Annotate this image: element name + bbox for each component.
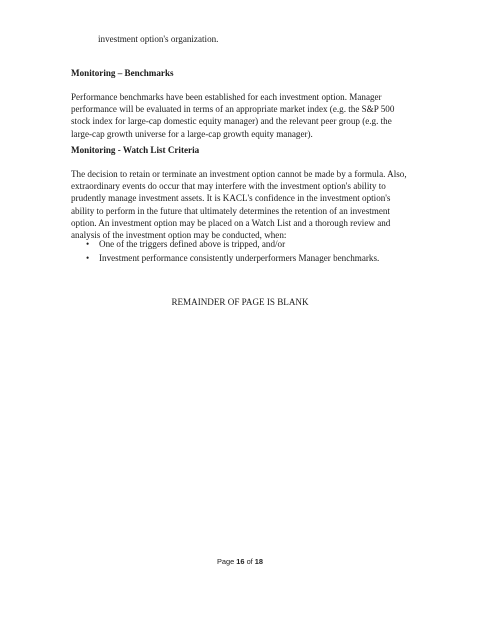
page-number-separator: of: [244, 557, 255, 566]
section-heading-watch-list: Monitoring - Watch List Criteria: [71, 145, 200, 155]
watch-list-bullets: [86, 238, 416, 265]
remainder-blank-notice: REMAINDER OF PAGE IS BLANK: [171, 297, 309, 307]
list-item-text: One of the triggers defined above is tripped, and/or: [99, 239, 286, 249]
page-number-prefix: Page: [216, 557, 237, 566]
section-heading-benchmarks: Monitoring – Benchmarks: [71, 68, 174, 78]
list-item: [86, 252, 416, 266]
page-footer: [0, 557, 480, 567]
section-body-benchmarks: Performance benchmarks have been established for each investment option. Manager performance will be evaluated in terms of an appropriate market index (e.g. the S&P 500 stock index for large-cap domestic equity manager) and the relevant peer group (e.g. the large-cap growth universe for a large-cap growth equity manager).: [71, 92, 395, 139]
bullet-icon: •: [86, 239, 90, 249]
list-item-text: Investment performance consistently underperformers Manager benchmarks.: [99, 252, 380, 263]
section-body-watch-list: The decision to retain or terminate an investment option cannot be made by a formula. Also, extraordinary events do occur that may interfere with the investment option's ability to prudently manage investment assets. It is KACL's confidence in the investment option's ability to perform in the future that ultimately determines the retention of an investment option. An investment option may be placed on a Watch List and a thorough review and analysis of the investment option may be conducted, when:: [71, 169, 407, 241]
bullet-icon: •: [86, 252, 90, 263]
page-number-total: 18: [254, 557, 264, 566]
list-item: [86, 238, 416, 252]
page-number-current: 16: [236, 557, 245, 566]
continuation-text: investment option's organization.: [98, 34, 219, 44]
